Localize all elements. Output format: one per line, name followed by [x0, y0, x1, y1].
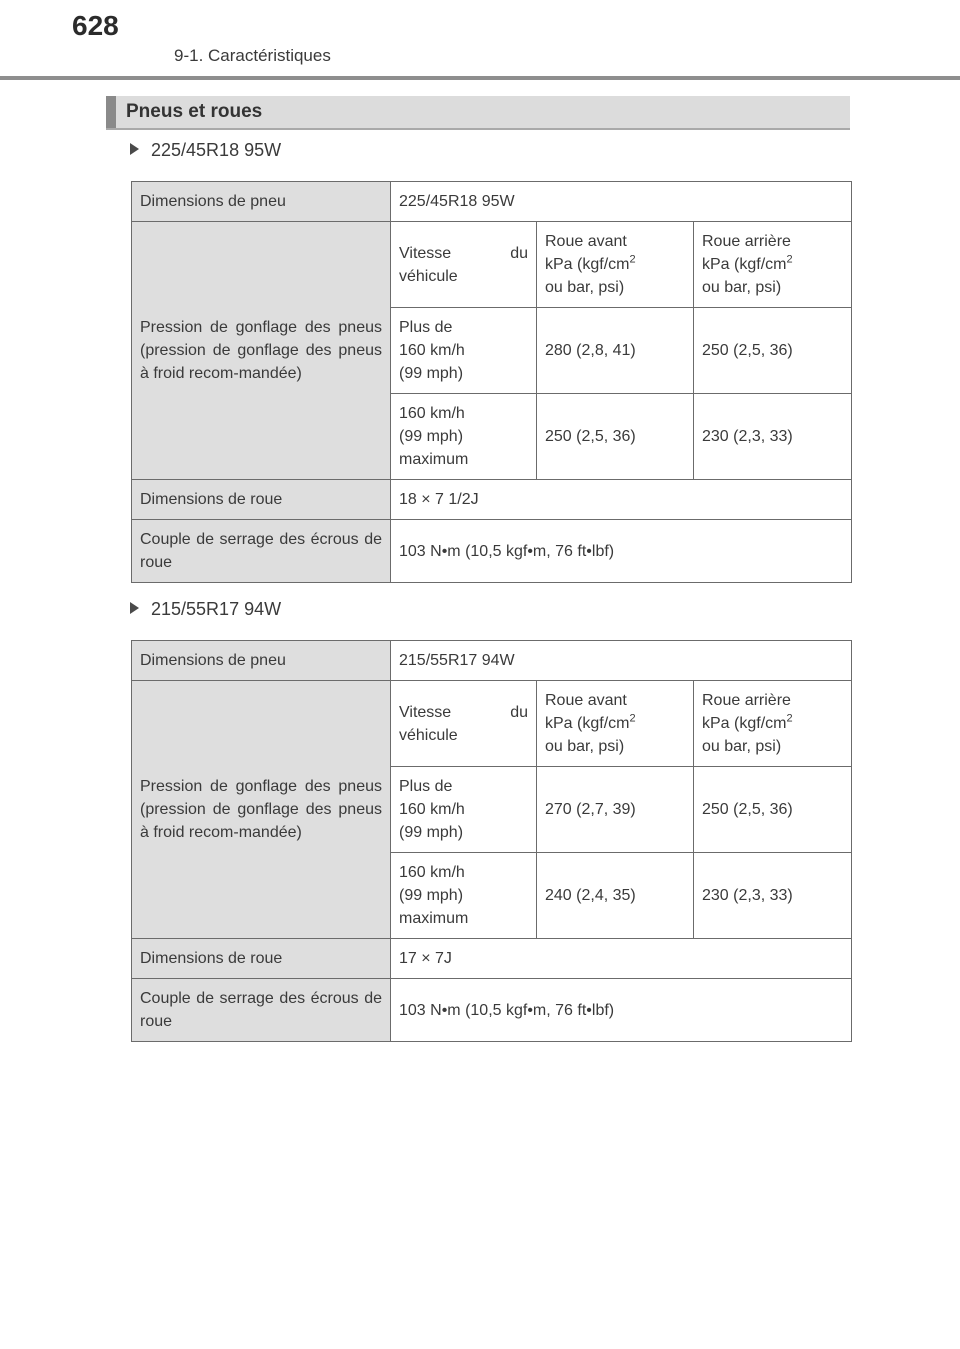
spec-table-1	[131, 181, 852, 583]
tire-size-value: 225/45R18 95W	[391, 182, 852, 222]
table-row	[132, 222, 852, 308]
header-rule	[0, 76, 960, 80]
table-row	[132, 182, 852, 222]
front-pressure-cell: 280 (2,8, 41)	[537, 308, 694, 394]
page-number: 628	[72, 10, 119, 41]
torque-value: 103 N•m (10,5 kgf•m, 76 ft•lbf)	[391, 979, 852, 1042]
section-heading	[106, 96, 850, 130]
torque-value: 103 N•m (10,5 kgf•m, 76 ft•lbf)	[391, 520, 852, 583]
front-wheel-header: Roue avant kPa ($kgf/cm^2$ ou bar, psi)	[537, 681, 694, 767]
tire-size-label: Dimensions de pneu	[132, 641, 391, 681]
spec-table-2	[131, 640, 852, 1042]
wheel-size-value: 18 × 7 1/2J	[391, 480, 852, 520]
torque-label: Couple de serrage des écrous de roue	[132, 979, 391, 1042]
triangle-bullet-icon	[130, 143, 139, 155]
table-row	[132, 520, 852, 583]
front-pressure-cell: 250 (2,5, 36)	[537, 394, 694, 480]
page-header	[0, 0, 960, 80]
rear-wheel-header: Roue arrière kPa ($kgf/cm^2$ ou bar, psi)	[694, 222, 852, 308]
table-row	[132, 681, 852, 767]
speed-cell: 160 km/h (99 mph) maximum	[391, 853, 537, 939]
speed-header: Vitesse du véhicule	[391, 681, 537, 767]
pressure-label: Pression de gonflage des pneus (pression de gonflage des pneus à froid recom-mandée)	[132, 222, 391, 480]
speed-cell: Plus de 160 km/h (99 mph)	[391, 308, 537, 394]
section-title: Pneus et roues	[126, 101, 263, 122]
rear-pressure-cell: 250 (2,5, 36)	[694, 308, 852, 394]
chapter-title: 9-1. Caractéristiques	[174, 46, 331, 65]
triangle-bullet-icon	[130, 602, 139, 614]
table-row	[132, 641, 852, 681]
rear-pressure-cell: 230 (2,3, 33)	[694, 394, 852, 480]
speed-header: Vitesse du véhicule	[391, 222, 537, 308]
front-pressure-cell: 240 (2,4, 35)	[537, 853, 694, 939]
speed-cell: 160 km/h (99 mph) maximum	[391, 394, 537, 480]
variant-label: 225/45R18 95W	[151, 140, 282, 160]
tire-size-label: Dimensions de pneu	[132, 182, 391, 222]
front-pressure-cell: 270 (2,7, 39)	[537, 767, 694, 853]
variant-heading-1	[130, 140, 281, 161]
speed-cell: Plus de 160 km/h (99 mph)	[391, 767, 537, 853]
front-wheel-header: Roue avant kPa ($kgf/cm^2$ ou bar, psi)	[537, 222, 694, 308]
table-row	[132, 480, 852, 520]
table-row	[132, 979, 852, 1042]
variant-heading-2	[130, 599, 281, 620]
rear-pressure-cell: 250 (2,5, 36)	[694, 767, 852, 853]
section-tab-marker	[106, 96, 116, 128]
table-row	[132, 939, 852, 979]
variant-label: 215/55R17 94W	[151, 599, 282, 619]
tire-size-value: 215/55R17 94W	[391, 641, 852, 681]
wheel-size-label: Dimensions de roue	[132, 939, 391, 979]
wheel-size-value: 17 × 7J	[391, 939, 852, 979]
wheel-size-label: Dimensions de roue	[132, 480, 391, 520]
rear-wheel-header: Roue arrière kPa ($kgf/cm^2$ ou bar, psi)	[694, 681, 852, 767]
torque-label: Couple de serrage des écrous de roue	[132, 520, 391, 583]
pressure-label: Pression de gonflage des pneus (pression de gonflage des pneus à froid recom-mandée)	[132, 681, 391, 939]
rear-pressure-cell: 230 (2,3, 33)	[694, 853, 852, 939]
